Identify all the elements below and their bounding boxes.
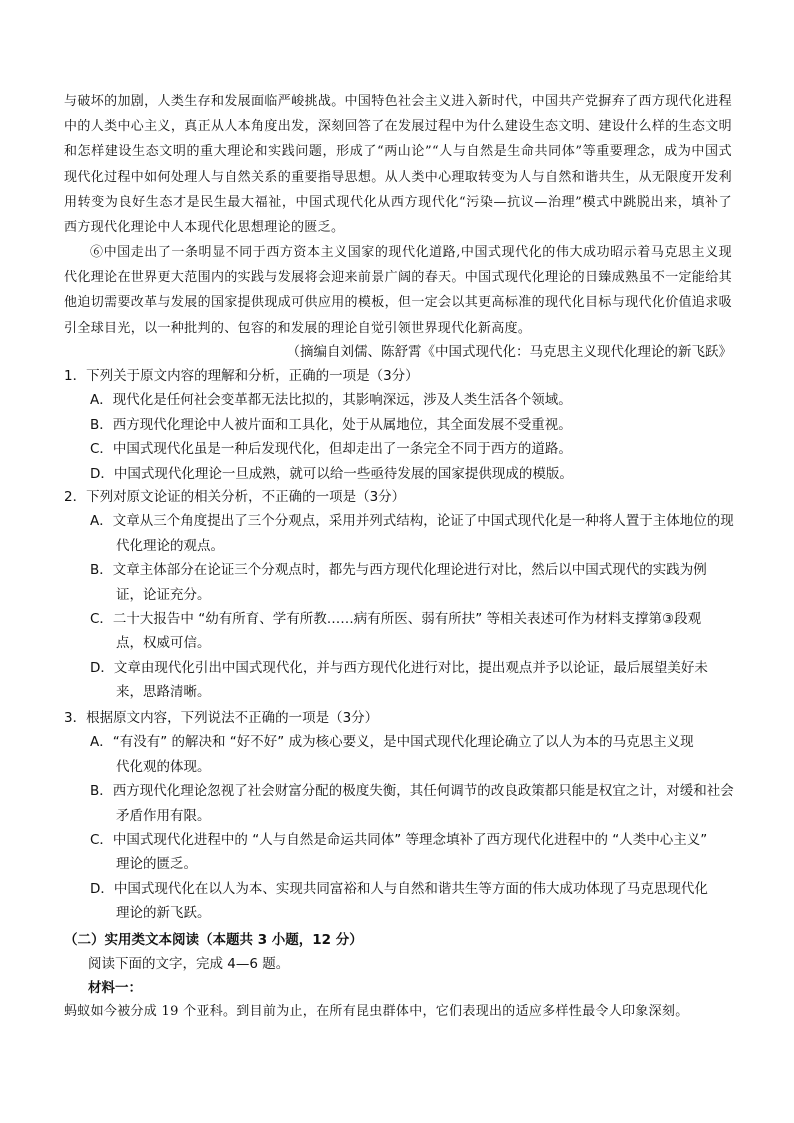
section-title: （二）实用类文本阅读（本题共 3 小题，12 分） <box>64 932 363 948</box>
material-label: 材料一： <box>88 980 142 996</box>
passage-text: 与破坏的加剧，人类生存和发展面临严峻挑战。中国特色社会主义进入新时代，中国共产党摒弃了西方现代化进程中的人类中心主义，真正从人本角度出发，深刻回答了在发展过程中为什么建设生态文明、建设什么样的生态文明和怎样建设生态文明的重大理论和实践问题，形成了“两山论”“人与自然是生命共同体”等重要理念，成为中国式现代化过程中如何处理人与自然关系的重要指导思想。从人类中心理取转变为人与自然和谐共生，从无限度开发利用转变为良好生态才是民生最大福祉，中国式现代化从西方现代化“污染—抗议—治理”模式中跳脱出来，填补了西方现代化理论中人本现代化思想理论的匮乏。 <box>64 94 732 236</box>
option-b[interactable]: B．文章主体部分在论证三个分观点时，都先与西方现代化理论进行对比，然后以中国式现代的实践为例 证，论证充分。 <box>90 562 707 603</box>
option-d[interactable]: D．中国式现代化理论一旦成熟，就可以给一些亟待发展的国家提供现成的模版。 <box>90 465 573 482</box>
passage-text: ⑥中国走出了一条明显不同于西方资本主义国家的现代化道路,中国式现代化的伟大成功昭示着马克思主义现代化理论在世界更大范围内的实践与发展将会迎来前景广阔的春天。中国式现代化理论的日臻成熟虽不一定能给其他迫切需要改革与发展的国家提供现成可供应用的模板，但一定会以其更高标准的现代化目标与现代化价值追求吸引全球目光，以一种批判的、包容的和发展的理论自觉引领世界现代化新高度。 <box>64 245 732 336</box>
question-1 <box>64 364 734 486</box>
option-c[interactable]: C．二十大报告中 “幼有所育、学有所教……病有所医、弱有所扶” 等相关表述可作为材料支撑第③段观 点，权威可信。 <box>90 611 702 652</box>
question-3 <box>64 706 734 926</box>
option-c[interactable]: C．中国式现代化进程中的 “人与自然是命运共同体” 等理念填补了西方现代化进程中的 “人类中心主义” 理论的匮乏。 <box>90 832 708 873</box>
question-2 <box>64 485 734 705</box>
material-first-line: 蚂蚁如今被分成 19 个亚科。到目前为止，在所有昆虫群体中，它们表现出的适应多样性最令人印象深刻。 <box>64 1004 689 1019</box>
option-c[interactable]: C．中国式现代化虽是一种后发现代化，但却走出了一条完全不同于西方的道路。 <box>90 441 572 458</box>
question-stem: 3．根据原文内容，下列说法不正确的一项是（3分） <box>64 710 379 726</box>
option-a[interactable]: A．文章从三个角度提出了三个分观点，采用并列式结构，论证了中国式现代化是一种将人置于主体地位的现 代化理论的观点。 <box>90 513 734 554</box>
option-b[interactable]: B．西方现代化理论忽视了社会财富分配的极度失衡，其任何调节的改良政策都只能是权宜之计，对缓和社会 矛盾作用有限。 <box>90 783 734 824</box>
section-instruction: 阅读下面的文字，完成 4—6 题。 <box>88 956 290 972</box>
option-a[interactable]: A．现代化是任何社会变革都无法比拟的，其影响深远，涉及人类生活各个领域。 <box>90 392 572 409</box>
option-a[interactable]: A．“有没有” 的解决和 “好不好” 成为核心要义，是中国式现代化理论确立了以人为本的马克思主义现 代化观的体现。 <box>90 734 694 775</box>
option-d[interactable]: D．中国式现代化在以人为本、实现共同富裕和人与自然和谐共生等方面的伟大成功体现了马克思现代化 理论的新飞跃。 <box>90 880 708 922</box>
passage-paragraph-6 <box>64 240 732 341</box>
option-b[interactable]: B．西方现代化理论中人被片面和工具化，处于从属地位，其全面发展不受重视。 <box>90 416 572 433</box>
passage-paragraph-5-end <box>64 89 732 240</box>
source-citation: （摘编自刘儒、陈舒霄《中国式现代化：马克思主义现代化理论的新飞跃》 <box>286 344 732 360</box>
question-stem: 2．下列对原文论证的相关分析，不正确的一项是（3分） <box>64 489 406 505</box>
question-stem: 1．下列关于原文内容的理解和分析，正确的一项是（3分） <box>64 368 419 384</box>
option-d[interactable]: D．文章由现代化引出中国式现代化，并与西方现代化进行对比，提出观点并予以论证，最后展望美好未 来，思路清晰。 <box>90 659 708 701</box>
